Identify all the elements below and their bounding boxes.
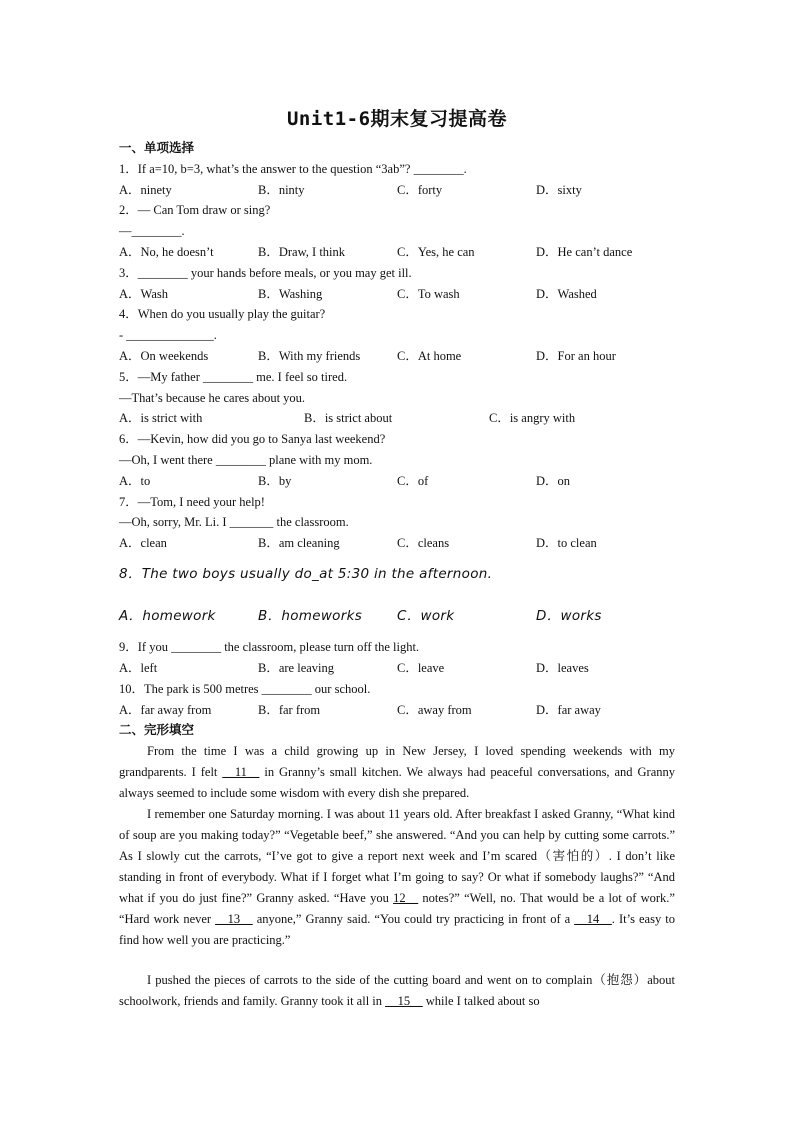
question-8-option-a[interactable]: A．homework — [119, 608, 216, 624]
question-8-option-d[interactable]: D．works — [536, 608, 602, 624]
question-5-option-c[interactable]: C．is angry with — [489, 411, 576, 425]
question-3-option-a[interactable]: A．Wash — [119, 287, 168, 301]
question-2-response: —________. — [119, 224, 185, 238]
question-3-option-d[interactable]: D．Washed — [536, 287, 597, 301]
question-1-option-a[interactable]: A．ninety — [119, 183, 172, 197]
question-6-option-b[interactable]: B．by — [258, 474, 292, 488]
question-7-option-c[interactable]: C．cleans — [397, 536, 450, 550]
question-3-option-b[interactable]: B．Washing — [258, 287, 323, 301]
question-7-option-a[interactable]: A．clean — [119, 536, 167, 550]
passage-paragraph-3: I pushed the pieces of carrots to the side of the cutting board and went on to complain（抱怨）about schoolwork, friends and family. Granny took it all in __15__ while I talked about so — [119, 973, 675, 1008]
question-10-option-d[interactable]: D．far away — [536, 703, 601, 717]
question-3-option-c[interactable]: C．To wash — [397, 287, 460, 301]
question-9-option-d[interactable]: D．leaves — [536, 661, 589, 675]
question-6-option-d[interactable]: D．on — [536, 474, 571, 488]
question-1-option-d[interactable]: D．sixty — [536, 183, 582, 197]
question-4-option-c[interactable]: C．At home — [397, 349, 462, 363]
question-2-option-b[interactable]: B．Draw, I think — [258, 245, 346, 259]
question-4-option-a[interactable]: A．On weekends — [119, 349, 209, 363]
question-4-option-d[interactable]: D．For an hour — [536, 349, 616, 363]
blank-15[interactable]: __15__ — [385, 994, 423, 1008]
question-9-option-a[interactable]: A．left — [119, 661, 158, 675]
question-5-option-b[interactable]: B．is strict about — [304, 411, 393, 425]
question-1-option-c[interactable]: C．forty — [397, 183, 443, 197]
question-7-option-b[interactable]: B．am cleaning — [258, 536, 340, 550]
question-8-option-c[interactable]: C．work — [397, 608, 455, 624]
question-2-option-d[interactable]: D．He can’t dance — [536, 245, 633, 259]
question-4-response: - ______________. — [119, 328, 217, 342]
passage-paragraph-2: I remember one Saturday morning. I was about 11 years old. After breakfast I asked Granny, “What kind of soup are you making today?” “Vegetable beef,” she answered. “And you can help by cutting some carrots.” As I slowly cut the carrots, “I’ve got to give a report next week and I’m scared（害怕的）. I don’t like standing in front of everybody. What if I forget what I’m going to say? Or what if somebody laughs?” “And what if you do just fine?” Granny asked. “Have you 12__ notes?” “Well, no. That would be a lot of work.” “Hard work never __13__ anyone,” Granny said. “You could try practicing in front of a __14__. It’s easy to find how well you are practicing.” — [119, 807, 675, 947]
question-2-stem: 2．— Can Tom draw or sing? — [119, 203, 271, 217]
question-4-stem: 4．When do you usually play the guitar? — [119, 307, 326, 321]
question-2-option-a[interactable]: A．No, he doesn’t — [119, 245, 214, 259]
blank-13[interactable]: __13__ — [215, 912, 253, 926]
question-8-stem: 8．The two boys usually do_at 5:30 in the afternoon. — [119, 566, 493, 582]
question-5-response: —That’s because he cares about you. — [119, 391, 306, 405]
question-6-option-c[interactable]: C．of — [397, 474, 429, 488]
passage-paragraph-1: From the time I was a child growing up in New Jersey, I loved spending weekends with my grandparents. I felt __11__ in Granny’s small kitchen. We always had peaceful conversations, and Granny always seemed to include some wisdom with every dish she prepared. — [119, 744, 675, 800]
section-heading-single-choice: 一、单项选择 — [119, 140, 195, 155]
question-1-option-b[interactable]: B．ninty — [258, 183, 305, 197]
question-7-option-d[interactable]: D．to clean — [536, 536, 597, 550]
question-10-stem: 10．The park is 500 metres ________ our school. — [119, 682, 371, 696]
question-10-option-c[interactable]: C．away from — [397, 703, 472, 717]
question-3-stem: 3．________ your hands before meals, or you may get ill. — [119, 266, 412, 280]
question-6-response: —Oh, I went there ________ plane with my mom. — [119, 453, 373, 467]
question-6-option-a[interactable]: A．to — [119, 474, 151, 488]
question-7-response: —Oh, sorry, Mr. Li. I _______ the classroom. — [119, 515, 349, 529]
blank-12[interactable]: 12__ — [393, 891, 419, 905]
question-5-option-a[interactable]: A．is strict with — [119, 411, 203, 425]
question-7-stem: 7．—Tom, I need your help! — [119, 495, 265, 509]
question-4-option-b[interactable]: B．With my friends — [258, 349, 361, 363]
question-9-option-b[interactable]: B．are leaving — [258, 661, 335, 675]
question-1-stem: 1．If a=10, b=3, what’s the answer to the question “3ab”? ________. — [119, 162, 467, 176]
question-6-stem: 6．—Kevin, how did you go to Sanya last weekend? — [119, 432, 386, 446]
question-5-stem: 5．—My father ________ me. I feel so tired. — [119, 370, 348, 384]
section-heading-cloze: 二、完形填空 — [119, 722, 195, 737]
blank-14[interactable]: __14__ — [574, 912, 612, 926]
question-9-option-c[interactable]: C．leave — [397, 661, 445, 675]
question-10-option-a[interactable]: A．far away from — [119, 703, 212, 717]
page-title: Unit1-6期末复习提高卷 — [286, 108, 508, 130]
question-10-option-b[interactable]: B．far from — [258, 703, 321, 717]
blank-11[interactable]: __11__ — [222, 765, 260, 779]
question-2-option-c[interactable]: C．Yes, he can — [397, 245, 475, 259]
question-9-stem: 9．If you ________ the classroom, please turn off the light. — [119, 640, 420, 654]
question-8-option-b[interactable]: B．homeworks — [258, 608, 363, 624]
